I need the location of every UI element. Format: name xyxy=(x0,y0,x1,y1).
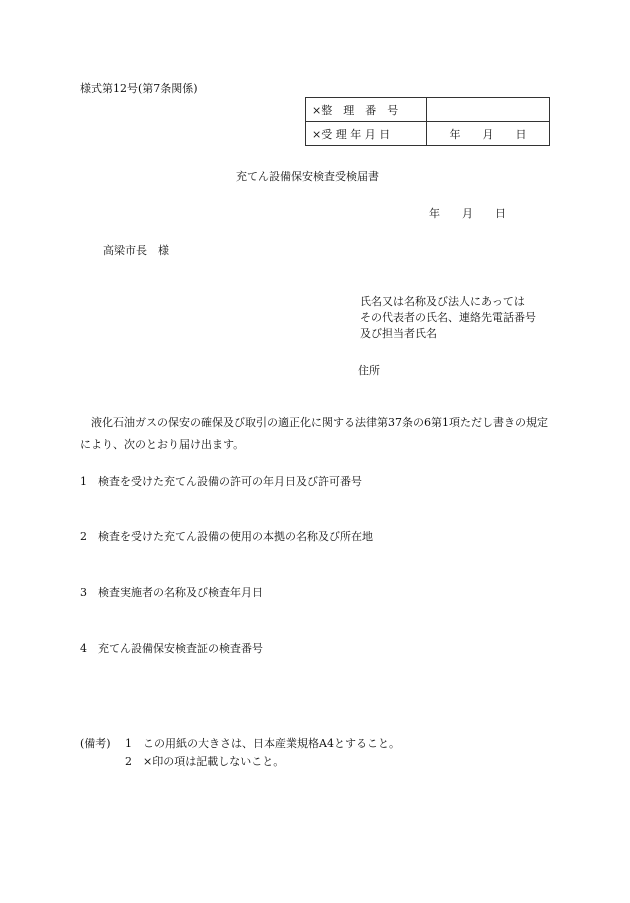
list-item xyxy=(80,528,373,544)
note-text: この用紙の大きさは、日本産業規格A4とすること。 xyxy=(143,737,400,750)
note-number: 1 xyxy=(125,737,132,750)
item-text: 検査実施者の名称及び検査年月日 xyxy=(98,586,263,599)
addressee: 高梁市長 様 xyxy=(103,244,169,257)
submission-date[interactable]: 年 月 日 xyxy=(429,207,506,220)
applicant-name-label-line2: その代表者の氏名、連絡先電話番号 xyxy=(360,311,536,324)
note-number: 2 xyxy=(125,755,132,768)
document-title: 充てん設備保安検査受検届書 xyxy=(236,170,379,183)
applicant-name-label-line3: 及び担当者氏名 xyxy=(360,327,437,340)
receipt-date-field[interactable]: 年 月 日 xyxy=(427,122,550,146)
note-text: ×印の項は記載しないこと。 xyxy=(143,755,285,768)
applicant-block xyxy=(360,294,536,342)
item-text: 検査を受けた充てん設備の使用の本拠の名称及び所在地 xyxy=(98,530,373,543)
body-text: 液化石油ガスの保安の確保及び取引の適正化に関する法律第37条の6第1項ただし書きの規定により、次のとおり届け出ます。 xyxy=(80,416,548,451)
item-text: 充てん設備保安検査証の検査番号 xyxy=(98,642,263,655)
reference-number-label: ×整 理 番 号 xyxy=(306,98,427,122)
reference-number-field[interactable] xyxy=(427,98,550,122)
item-number: 3 xyxy=(80,586,87,599)
list-item xyxy=(80,640,263,656)
list-item xyxy=(80,473,362,489)
address-label: 住所 xyxy=(358,364,380,377)
table-row xyxy=(306,98,550,122)
item-number: 1 xyxy=(80,475,87,488)
receipt-date-label: ×受 理 年 月 日 xyxy=(306,122,427,146)
applicant-name-label-line1: 氏名又は名称及び法人にあっては xyxy=(360,295,525,308)
office-use-table xyxy=(305,97,550,146)
list-item xyxy=(80,584,263,600)
note-item xyxy=(125,753,284,769)
form-number: 様式第12号(第7条関係) xyxy=(80,82,198,95)
notes-label: (備考) xyxy=(80,737,111,750)
item-number: 2 xyxy=(80,530,87,543)
item-text: 検査を受けた充てん設備の許可の年月日及び許可番号 xyxy=(98,475,362,488)
table-row xyxy=(306,122,550,146)
item-number: 4 xyxy=(80,642,87,655)
note-item xyxy=(125,735,400,751)
